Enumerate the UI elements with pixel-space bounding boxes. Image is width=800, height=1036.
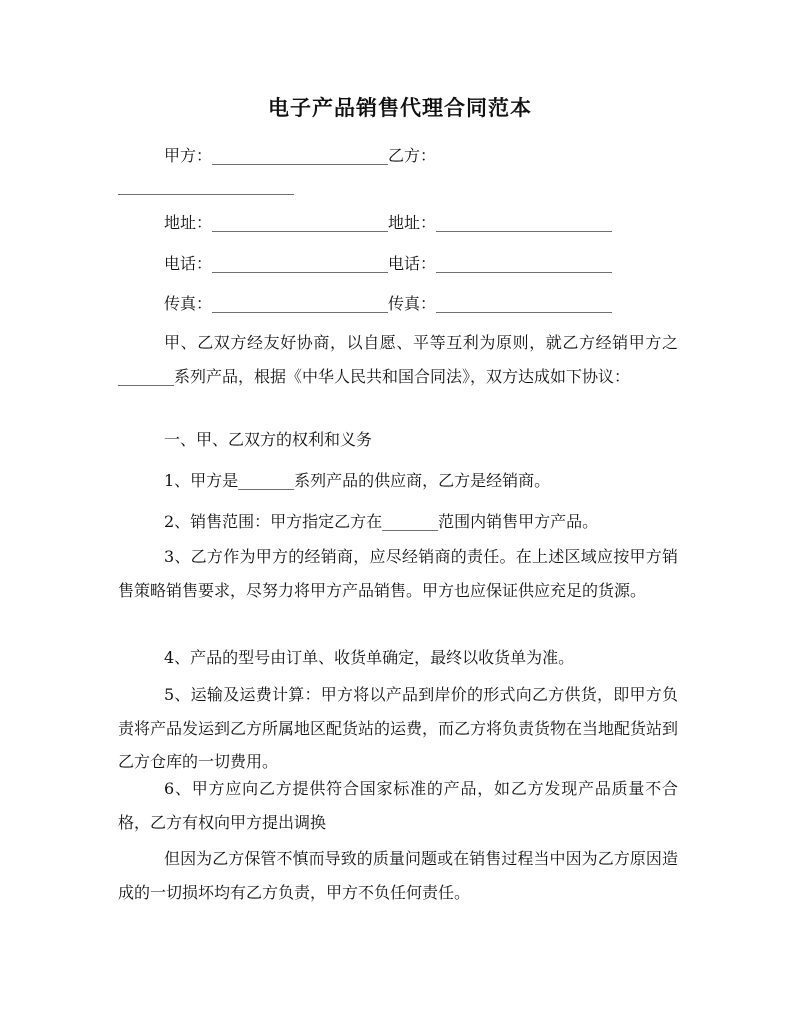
- clause-5: 5、运输及运费计算：甲方将以产品到岸价的形式向乙方供货，即甲方负责将产品发运到乙方所属地区配货站的运费，而乙方将负责货物在当地配货站到乙方仓库的一切费用。: [118, 685, 679, 771]
- clause-1: 1、甲方是_______系列产品的供应商，乙方是经销商。: [164, 471, 551, 490]
- clause-2: 2、销售范围：甲方指定乙方在_______范围内销售甲方产品。: [164, 512, 599, 531]
- fax-line: 传真：______________________传真：______________________: [164, 294, 613, 313]
- phone-line: 电话：______________________电话：______________________: [164, 254, 613, 273]
- party-line: 甲方：______________________乙方：: [164, 146, 437, 165]
- section-heading: 一、甲、乙双方的权利和义务: [164, 430, 373, 449]
- clause-3: 3、乙方作为甲方的经销商，应尽经销商的责任。在上述区域应按甲方销售策略销售要求，尽努力将甲方产品销售。甲方也应保证供应充足的货源。: [118, 547, 678, 600]
- address-line: 地址：______________________地址：______________________: [164, 213, 613, 232]
- clause-6-continuation: 但因为乙方保管不慎而导致的质量问题或在销售过程当中因为乙方原因造成的一切损坏均有乙方负责，甲方不负任何责任。: [118, 849, 678, 902]
- clause-6: 6、甲方应向乙方提供符合国家标准的产品，如乙方发现产品质量不合格，乙方有权向甲方提出调换: [118, 779, 678, 832]
- intro-paragraph: 甲、乙双方经友好协商，以自愿、平等互利为原则，就乙方经销甲方之_______系列产品，根据《中华人民共和国合同法》，双方达成如下协议：: [118, 333, 678, 386]
- document-title: 电子产品销售代理合同范本: [268, 95, 532, 120]
- clause-4: 4、产品的型号由订单、收货单确定，最终以收货单为准。: [164, 648, 575, 667]
- party-b-blank: ______________________: [118, 176, 294, 195]
